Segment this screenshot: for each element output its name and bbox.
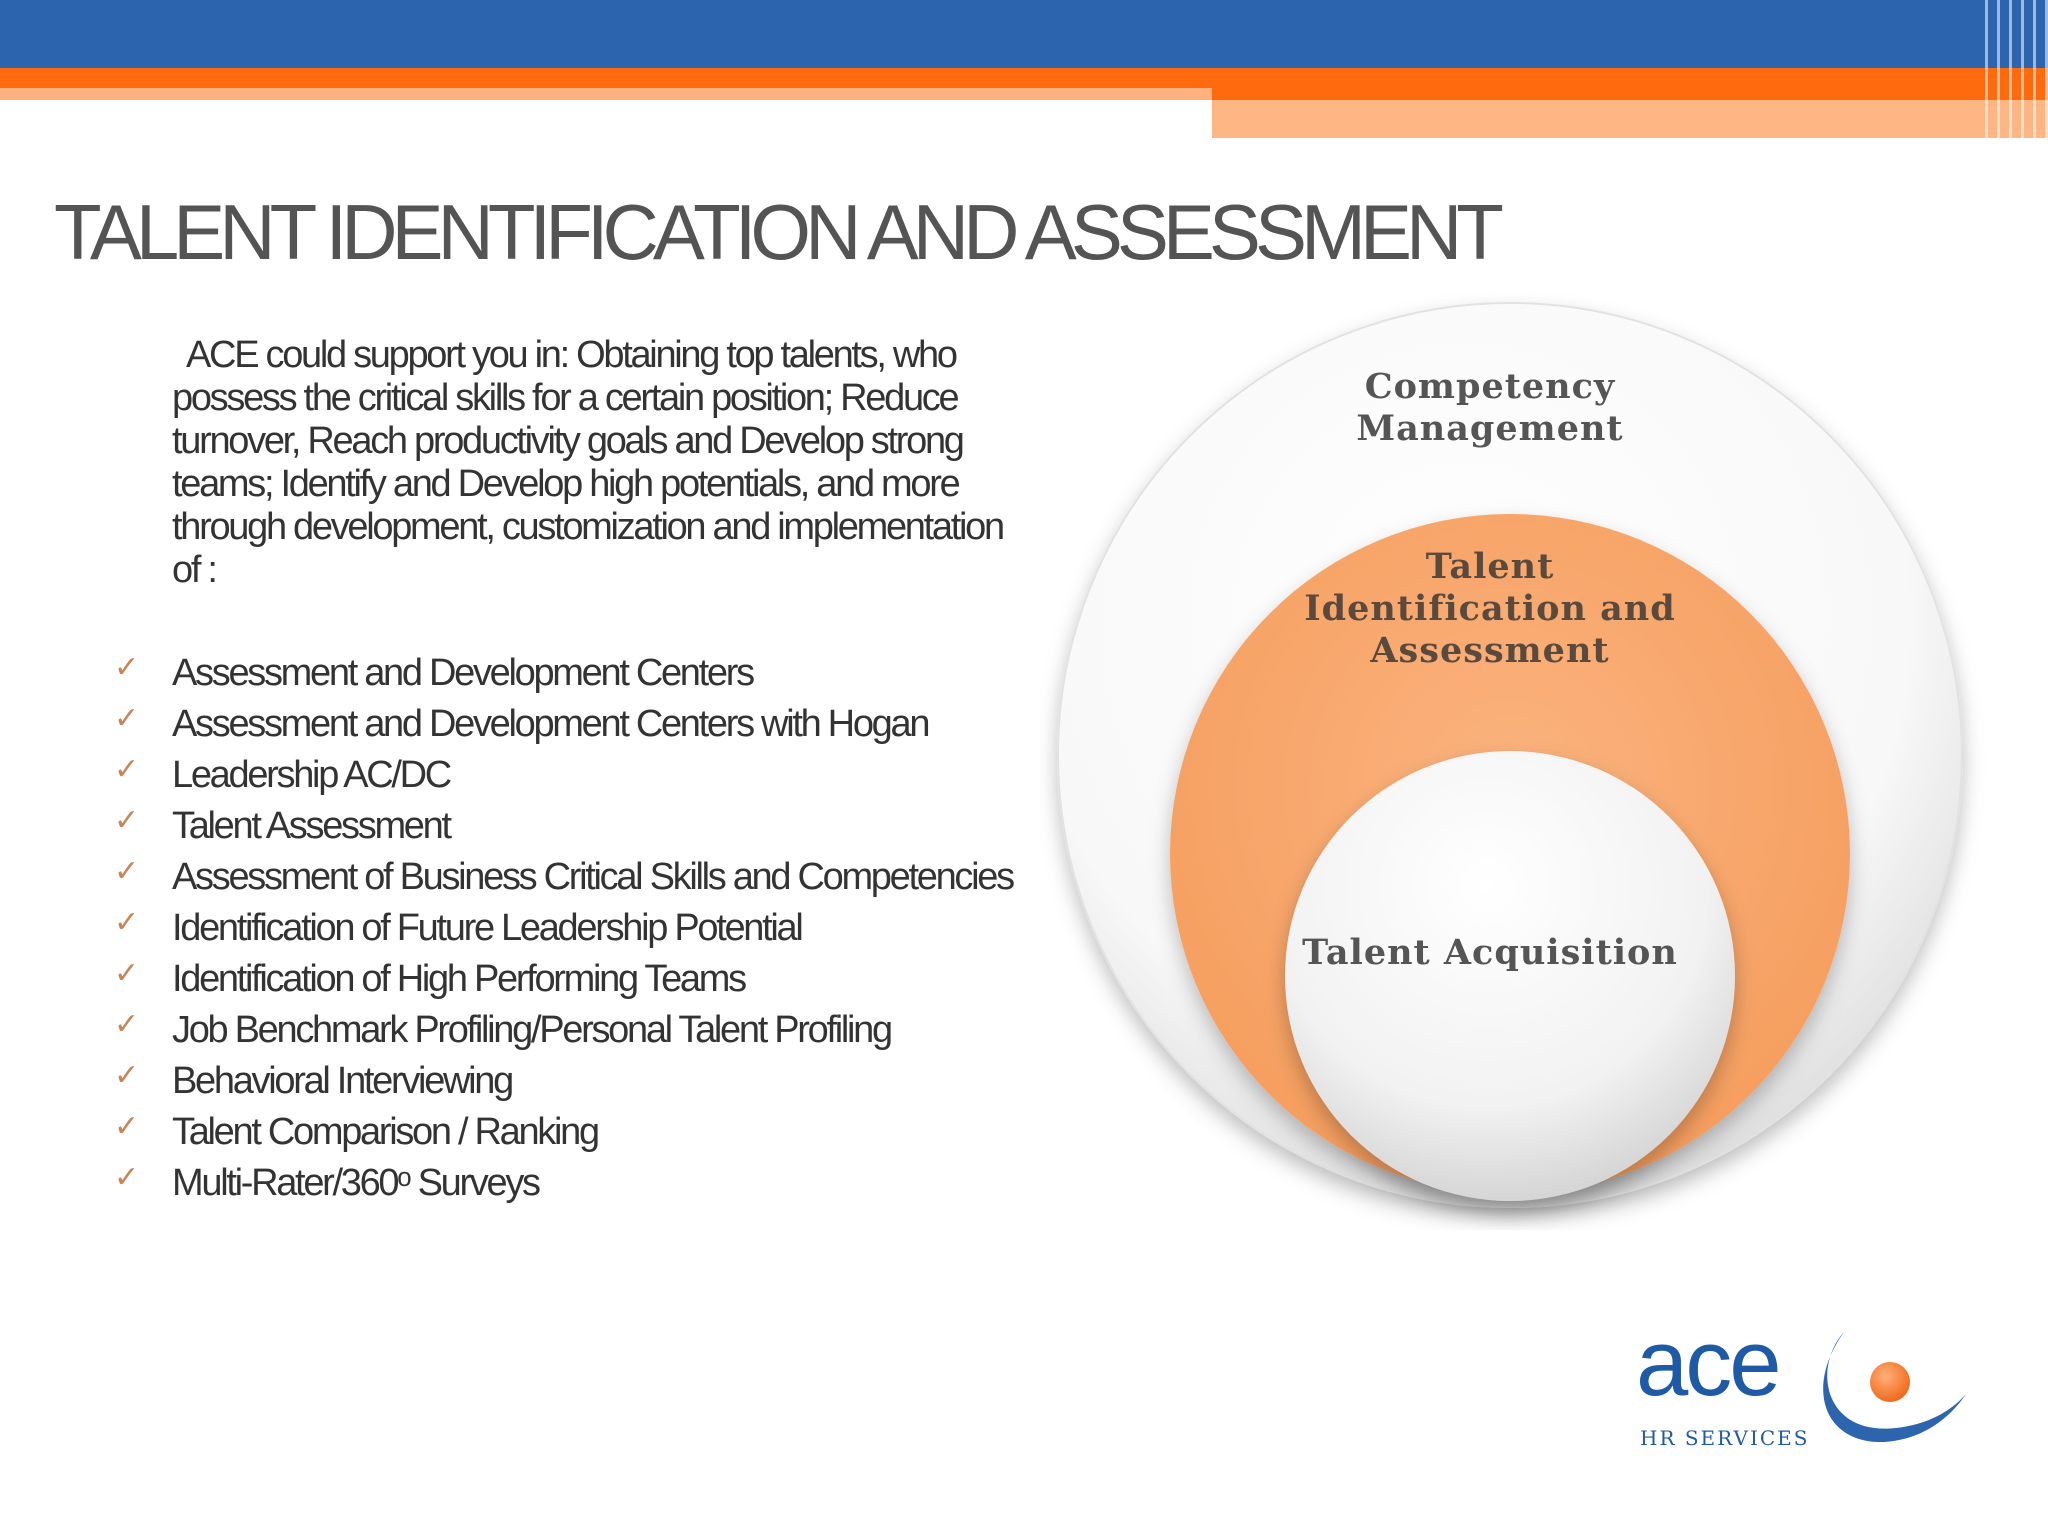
logo-wordmark: ace [1636,1310,1779,1415]
checkmark-icon: ✓ [114,957,140,990]
bullet-item [112,652,1032,695]
header-blue-band [0,0,2048,68]
middle-circle-label: Talent Identification and Assessment [1304,546,1676,671]
bullet-text: Identification of High Performing Teams [172,958,745,1000]
inner-circle [1285,751,1735,1201]
header-decorative-lines [1985,0,2048,138]
checkmark-icon: ✓ [114,651,140,684]
bullet-item [112,754,1032,797]
bullet-text: Behavioral Interviewing [172,1060,512,1102]
bullet-text: Talent Assessment [172,805,450,847]
checkmark-icon: ✓ [114,1059,140,1092]
ace-swoosh-logo-icon [1804,1328,1974,1458]
checkmark-icon: ✓ [114,1008,140,1041]
bullet-text: Assessment of Business Critical Skills and Competencies [172,856,1013,898]
checkmark-icon: ✓ [114,1110,140,1143]
bullet-item [112,958,1032,1001]
bullet-item [112,907,1032,950]
checkmark-icon: ✓ [114,702,140,735]
ace-logo [1634,1310,1974,1458]
outer-circle-label: Competency Management [1356,366,1624,449]
checkmark-icon: ✓ [114,804,140,837]
bullet-text: Leadership AC/DC [172,754,450,796]
bullet-item [112,1009,1032,1052]
bullet-item [112,1162,1032,1205]
intro-paragraph: ACE could support you in: Obtaining top talents, who possess the critical skills for a certain position; Reduce turnover, Reach productivity goals and Develop strong teams; Identify and Develop high potentials, and more through development, customization and implementation of : [172,334,1003,591]
bullet-item [112,703,1032,746]
logo-subtitle: HR SERVICES [1640,1426,1810,1450]
bullet-text: Identification of Future Leadership Potential [172,907,802,949]
checkmark-icon: ✓ [114,855,140,888]
service-bullet-list [112,652,1032,1213]
inner-circle-label: Talent Acquisition [1302,932,1678,973]
bullet-item [112,856,1032,899]
header-peach-band [1212,100,2048,138]
nested-circles-diagram [1040,290,2000,1230]
bullet-text: Assessment and Development Centers with Hogan [172,703,929,745]
bullet-text: Multi-Rater/360ᵒ Surveys [172,1162,539,1204]
header-peach-stripe [0,88,1212,100]
bullet-text: Talent Comparison / Ranking [172,1111,598,1153]
bullet-item [112,1111,1032,1154]
bullet-item [112,805,1032,848]
checkmark-icon: ✓ [114,906,140,939]
bullet-text: Assessment and Development Centers [172,652,753,694]
checkmark-icon: ✓ [114,753,140,786]
checkmark-icon: ✓ [114,1161,140,1194]
slide-title: TALENT IDENTIFICATION AND ASSESSMENT [54,188,1498,276]
bullet-text: Job Benchmark Profiling/Personal Talent Profiling [172,1009,891,1051]
bullet-item [112,1060,1032,1103]
